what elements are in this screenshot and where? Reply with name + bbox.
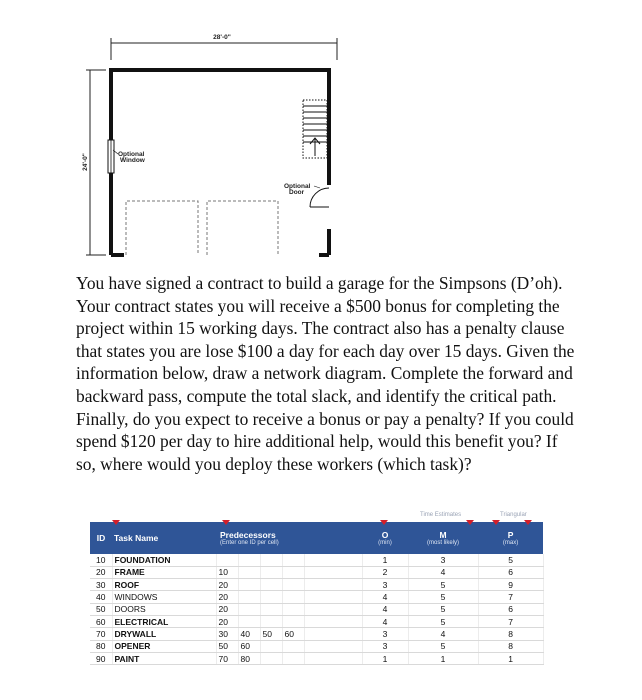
cell-o: 1: [362, 554, 408, 566]
table-row: [90, 579, 543, 591]
cell-task-name: DOORS: [112, 603, 216, 615]
header-id: ID: [90, 522, 112, 554]
cell-predecessor: [282, 591, 304, 603]
stairs: [303, 100, 327, 158]
cell-o: 3: [362, 579, 408, 591]
cell-predecessor: [260, 615, 282, 627]
cell-task-name: OPENER: [112, 640, 216, 652]
cell-m: 4: [408, 566, 478, 578]
task-table: [90, 512, 544, 665]
cell-predecessor: [260, 640, 282, 652]
cell-id: 50: [90, 603, 112, 615]
cell-predecessor: 60: [282, 628, 304, 640]
cell-p: 7: [478, 591, 543, 603]
table-row: [90, 615, 543, 627]
cell-predecessor: [282, 640, 304, 652]
cell-id: 20: [90, 566, 112, 578]
cell-m: 5: [408, 579, 478, 591]
cell-predecessor: 80: [238, 652, 260, 664]
cell-spacer: [304, 579, 362, 591]
cell-spacer: [304, 603, 362, 615]
cell-id: 90: [90, 652, 112, 664]
table-row: [90, 640, 543, 652]
cell-predecessor: [282, 566, 304, 578]
cell-predecessor: 10: [216, 566, 238, 578]
door-label-line2: Door: [289, 189, 305, 196]
window-label-line1: Optional: [118, 151, 145, 158]
cell-predecessor: [260, 579, 282, 591]
cell-m: 5: [408, 640, 478, 652]
cell-m: 4: [408, 628, 478, 640]
cell-predecessor: [216, 554, 238, 566]
header-marker: [112, 520, 120, 525]
cell-id: 40: [90, 591, 112, 603]
header-spacer: [304, 522, 362, 554]
cell-predecessor: [238, 591, 260, 603]
header-predecessors-sub: (Enter one ID per cell): [220, 540, 279, 546]
cell-o: 3: [362, 640, 408, 652]
cell-o: 3: [362, 628, 408, 640]
table-row: [90, 603, 543, 615]
cell-predecessor: [282, 652, 304, 664]
problem-statement: You have signed a contract to build a garage for the Simpsons (D’oh). Your contract states you will receive a $500 bonus for completing the project within 15 working days. The contract also has a penalty clause that states you are lose $100 a day for each day over 15 days. Given the information below, draw a network diagram. Complete the forward and backward pass, compute the total slack, and identify the critical path. Finally, do you expect to receive a bonus or pay a penalty? If you could spend $120 per day to hire additional help, would this benefit you? If so, where would you deploy these workers (which task)?: [76, 273, 575, 474]
cell-predecessor: 20: [216, 615, 238, 627]
table-row: [90, 554, 543, 566]
header-o: [362, 522, 408, 554]
task-table-body: [90, 554, 543, 665]
header-marker: [466, 520, 474, 525]
cell-p: 6: [478, 603, 543, 615]
cell-p: 8: [478, 640, 543, 652]
cell-spacer: [304, 615, 362, 627]
header-o-title: O: [381, 530, 389, 540]
header-p-title: P: [507, 530, 514, 540]
cell-o: 2: [362, 566, 408, 578]
cell-predecessor: [260, 554, 282, 566]
cell-p: 6: [478, 566, 543, 578]
cell-task-name: WINDOWS: [112, 591, 216, 603]
cell-predecessor: [260, 603, 282, 615]
cell-m: 1: [408, 652, 478, 664]
cell-predecessor: 20: [216, 603, 238, 615]
cell-predecessor: 50: [216, 640, 238, 652]
cell-spacer: [304, 591, 362, 603]
cell-spacer: [304, 554, 362, 566]
cell-predecessor: [260, 652, 282, 664]
cell-predecessor: [282, 554, 304, 566]
cell-task-name: PAINT: [112, 652, 216, 664]
table-row: [90, 652, 543, 664]
cell-predecessor: 30: [216, 628, 238, 640]
cell-m: 5: [408, 615, 478, 627]
header-marker: [380, 520, 388, 525]
header-marker: [524, 520, 532, 525]
header-m-sub: (most likely): [426, 540, 459, 546]
cell-spacer: [304, 566, 362, 578]
cell-predecessor: 60: [238, 640, 260, 652]
cell-predecessor: [238, 603, 260, 615]
cell-task-name: FOUNDATION: [112, 554, 216, 566]
cell-task-name: ELECTRICAL: [112, 615, 216, 627]
cell-p: 5: [478, 554, 543, 566]
parking-spaces: [126, 201, 278, 255]
cell-predecessor: [238, 579, 260, 591]
task-table-container: [90, 512, 543, 665]
header-marker: [492, 520, 500, 525]
cell-predecessor: [238, 615, 260, 627]
header-m-title: M: [439, 530, 447, 540]
cell-spacer: [304, 628, 362, 640]
cell-task-name: FRAME: [112, 566, 216, 578]
cell-m: 3: [408, 554, 478, 566]
cell-task-name: ROOF: [112, 579, 216, 591]
cell-p: 8: [478, 628, 543, 640]
table-row: [90, 566, 543, 578]
width-label: 28'-0": [213, 34, 231, 41]
header-marker: [222, 520, 230, 525]
cell-predecessor: [238, 554, 260, 566]
cell-m: 5: [408, 591, 478, 603]
faded-header-time-estimates: Time Estimates: [420, 512, 462, 518]
header-task-name: Task Name: [112, 522, 216, 554]
header-p: [478, 522, 543, 554]
height-label: 24'-0": [82, 153, 89, 171]
cell-p: 7: [478, 615, 543, 627]
table-header-row: [90, 522, 543, 554]
cell-predecessor: [282, 579, 304, 591]
cell-predecessor: 40: [238, 628, 260, 640]
cell-predecessor: 70: [216, 652, 238, 664]
cell-o: 4: [362, 615, 408, 627]
cell-id: 60: [90, 615, 112, 627]
cell-p: 9: [478, 579, 543, 591]
cell-predecessor: 20: [216, 591, 238, 603]
cell-id: 70: [90, 628, 112, 640]
header-predecessors-title: Predecessors: [220, 530, 276, 540]
window-label-line2: Window: [120, 157, 145, 164]
garage-floor-plan: [0, 0, 642, 270]
header-p-sub: (max): [502, 540, 519, 546]
faded-header-triangular: Triangular: [500, 512, 527, 518]
header-predecessors: [216, 522, 304, 554]
cell-predecessor: [282, 603, 304, 615]
cell-id: 10: [90, 554, 112, 566]
table-row: [90, 628, 543, 640]
header-m: [408, 522, 478, 554]
optional-door: [310, 188, 329, 207]
cell-spacer: [304, 640, 362, 652]
cell-predecessor: [238, 566, 260, 578]
cell-predecessor: [260, 591, 282, 603]
cell-predecessor: 50: [260, 628, 282, 640]
cell-o: 1: [362, 652, 408, 664]
cell-o: 4: [362, 603, 408, 615]
cell-id: 30: [90, 579, 112, 591]
cell-m: 5: [408, 603, 478, 615]
cell-o: 4: [362, 591, 408, 603]
cell-predecessor: [260, 566, 282, 578]
cell-id: 80: [90, 640, 112, 652]
cell-predecessor: [282, 615, 304, 627]
cell-task-name: DRYWALL: [112, 628, 216, 640]
cell-p: 1: [478, 652, 543, 664]
cell-spacer: [304, 652, 362, 664]
door-label-line1: Optional: [284, 183, 311, 190]
cell-predecessor: 20: [216, 579, 238, 591]
header-o-sub: (min): [378, 540, 392, 546]
table-row: [90, 591, 543, 603]
